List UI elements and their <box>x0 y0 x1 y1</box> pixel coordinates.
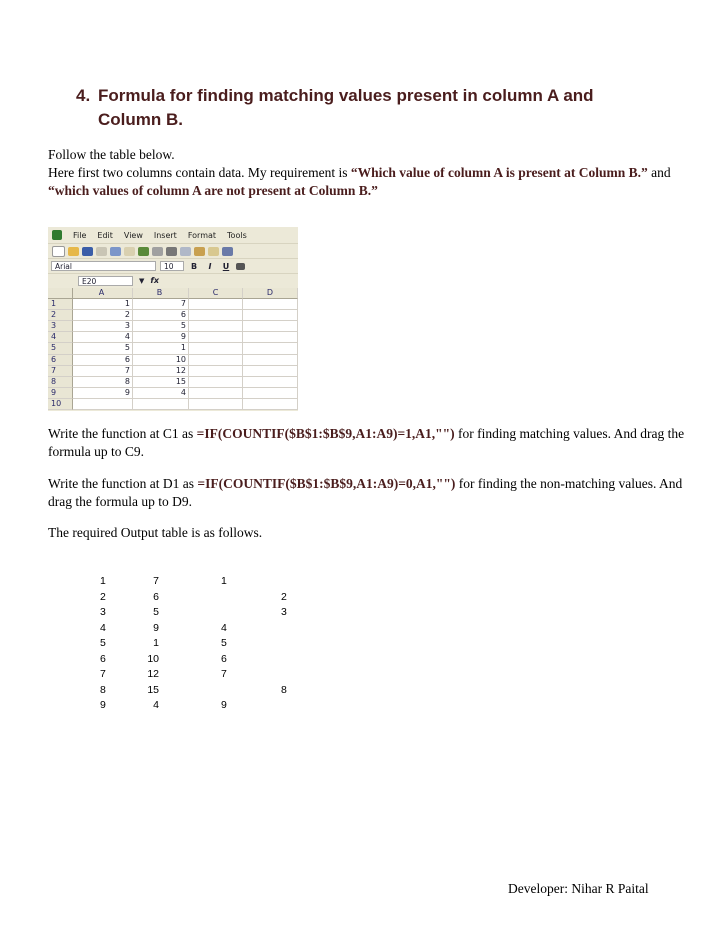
intro-line-1: Follow the table below. <box>48 147 175 162</box>
row-header: 9 <box>48 388 73 399</box>
requirement-quote-1: “Which value of column A is present at Column B.” <box>350 165 648 180</box>
table-row <box>92 684 312 700</box>
row-header: 4 <box>48 332 73 343</box>
column-header-b: B <box>133 288 189 299</box>
cell-a: 2 <box>73 310 133 321</box>
instruction-d1-prefix: Write the function at D1 as <box>48 476 198 491</box>
output-cell-c: 7 <box>221 668 227 680</box>
heading-line-2: Column B. <box>98 110 183 129</box>
output-cell-b: 12 <box>147 668 159 680</box>
instruction-c1-suffix: for finding matching values. And drag the formula up to C9. <box>48 426 685 459</box>
menu-file: File <box>73 230 87 240</box>
cell-c <box>189 310 243 321</box>
output-cell-a: 3 <box>100 606 106 618</box>
cell-c <box>189 399 243 410</box>
fx-icon: fx <box>150 276 160 285</box>
cut-icon <box>166 247 177 256</box>
column-header-a: A <box>73 288 133 299</box>
table-row <box>92 575 312 591</box>
formula-d1: =IF(COUNTIF($B$1:$B$9,A1:A9)=0,A1,"") <box>197 476 456 491</box>
copy-icon <box>180 247 191 256</box>
heading-number: 4. <box>76 86 91 105</box>
cell-c <box>189 332 243 343</box>
cell-a: 1 <box>73 299 133 310</box>
cell-b: 10 <box>133 355 189 366</box>
cell-d <box>243 332 298 343</box>
cell-a: 9 <box>73 388 133 399</box>
menu-format: Format <box>187 230 217 240</box>
output-cell-a: 8 <box>100 683 106 696</box>
output-cell-b: 1 <box>153 637 159 649</box>
cell-d <box>243 321 298 332</box>
table-row <box>48 366 298 377</box>
table-row <box>92 622 312 638</box>
output-cell-a: 1 <box>100 575 106 587</box>
output-cell-c: 4 <box>221 621 227 634</box>
cell-c <box>189 343 243 354</box>
cell-d <box>243 399 298 410</box>
spreadsheet-menubar <box>48 227 298 243</box>
output-cell-d: 2 <box>281 590 287 603</box>
spelling-icon <box>138 247 149 256</box>
undo-icon <box>222 247 233 256</box>
output-cell-a: 7 <box>100 668 106 680</box>
output-cell-b: 7 <box>153 575 159 587</box>
table-row <box>48 321 298 332</box>
output-cell-a: 5 <box>100 637 106 649</box>
row-header: 7 <box>48 366 73 377</box>
spreadsheet-toolbar <box>48 243 298 258</box>
intro-and: and <box>647 165 671 180</box>
table-row <box>92 637 312 653</box>
intro-prefix: Here first two columns contain data. My requirement is <box>48 165 351 180</box>
row-header: 10 <box>48 399 73 410</box>
cell-a: 7 <box>73 366 133 377</box>
output-intro: The required Output table is as follows. <box>48 525 263 540</box>
output-cell-b: 5 <box>153 606 159 618</box>
underline-button: U <box>222 261 230 271</box>
cell-b: 6 <box>133 310 189 321</box>
cell-a: 6 <box>73 355 133 366</box>
cell-a: 3 <box>73 321 133 332</box>
cell-b: 15 <box>133 377 189 388</box>
instruction-d1-suffix: for finding the non-matching values. And drag the formula up to D9. <box>48 476 683 509</box>
cell-c <box>189 388 243 399</box>
cell-a: 4 <box>73 332 133 343</box>
row-header: 8 <box>48 377 73 388</box>
cell-b: 12 <box>133 366 189 377</box>
table-row <box>48 310 298 321</box>
intro-line-2 <box>48 164 688 200</box>
output-cell-c: 1 <box>221 575 227 587</box>
cell-b: 5 <box>133 321 189 332</box>
cell-a <box>73 399 133 410</box>
formatting-toolbar <box>48 258 298 273</box>
corner-cell <box>48 288 73 299</box>
name-box-dropdown-icon: ▼ <box>139 276 145 285</box>
preview-icon <box>124 247 135 256</box>
cell-b: 7 <box>133 299 189 310</box>
column-header-d: D <box>243 288 298 299</box>
output-cell-b: 4 <box>153 699 159 711</box>
table-row <box>48 343 298 354</box>
open-icon <box>68 247 79 256</box>
table-row <box>48 299 298 310</box>
permission-icon <box>96 247 107 256</box>
spreadsheet-grid <box>48 288 298 410</box>
cell-b: 1 <box>133 343 189 354</box>
cell-c <box>189 299 243 310</box>
table-row <box>92 653 312 669</box>
new-icon <box>52 246 65 257</box>
output-cell-a: 4 <box>100 621 106 634</box>
table-row <box>92 606 312 622</box>
menu-edit: Edit <box>97 230 113 240</box>
developer-credit: Developer: Nihar R Paital <box>508 881 649 896</box>
menu-view: View <box>123 230 143 240</box>
table-row <box>48 399 298 410</box>
output-cell-b: 15 <box>147 683 159 696</box>
table-row <box>48 332 298 343</box>
formula-bar <box>48 273 298 287</box>
paste-icon <box>194 247 205 256</box>
cell-d <box>243 388 298 399</box>
output-cell-c: 5 <box>221 637 227 649</box>
cell-c <box>189 321 243 332</box>
table-row <box>92 591 312 607</box>
table-row <box>48 388 298 399</box>
menu-tools: Tools <box>227 230 247 240</box>
research-icon <box>152 247 163 256</box>
cell-d <box>243 377 298 388</box>
intro-paragraph <box>48 146 688 200</box>
instruction-c1 <box>48 425 688 461</box>
row-header: 5 <box>48 343 73 354</box>
table-row <box>92 699 312 715</box>
cell-c <box>189 355 243 366</box>
output-cell-d: 8 <box>281 683 287 696</box>
spreadsheet-screenshot <box>48 227 298 411</box>
bold-button: B <box>190 261 198 271</box>
cell-d <box>243 299 298 310</box>
table-row <box>48 377 298 388</box>
section-heading <box>76 84 676 132</box>
formula-c1: =IF(COUNTIF($B$1:$B$9,A1:A9)=1,A1,"") <box>196 426 455 441</box>
cell-c <box>189 366 243 377</box>
print-icon <box>110 247 121 256</box>
row-header: 2 <box>48 310 73 321</box>
excel-logo-icon <box>52 230 62 240</box>
font-name-box: Arial <box>51 261 156 271</box>
output-cell-a: 9 <box>100 699 106 711</box>
output-cell-a: 2 <box>100 590 106 603</box>
cell-c <box>189 377 243 388</box>
cell-b <box>133 399 189 410</box>
cell-a: 5 <box>73 343 133 354</box>
cell-d <box>243 355 298 366</box>
table-row <box>48 355 298 366</box>
requirement-quote-2: “which values of column A are not present at Column B.” <box>48 183 378 198</box>
cell-d <box>243 310 298 321</box>
name-box: E20 <box>78 276 133 286</box>
cell-d <box>243 343 298 354</box>
output-table <box>92 575 312 715</box>
heading-line-1: Formula for finding matching values present in column A and <box>98 86 594 105</box>
cell-d <box>243 366 298 377</box>
menu-insert: Insert <box>153 230 177 240</box>
cell-b: 9 <box>133 332 189 343</box>
row-header: 3 <box>48 321 73 332</box>
instruction-c1-prefix: Write the function at C1 as <box>48 426 197 441</box>
format-painter-icon <box>208 247 219 256</box>
italic-button: I <box>208 261 212 271</box>
output-cell-a: 6 <box>100 652 106 665</box>
cell-a: 8 <box>73 377 133 388</box>
row-header: 1 <box>48 299 73 310</box>
row-header: 6 <box>48 355 73 366</box>
output-cell-b: 6 <box>153 590 159 603</box>
cell-b: 4 <box>133 388 189 399</box>
output-cell-b: 10 <box>147 652 159 665</box>
column-header-row <box>48 288 298 299</box>
output-cell-d: 3 <box>281 606 287 618</box>
instruction-d1 <box>48 475 688 511</box>
output-cell-c: 9 <box>221 699 227 711</box>
align-left-icon <box>236 263 245 270</box>
font-size-box: 10 <box>160 261 184 271</box>
table-row <box>92 668 312 684</box>
output-cell-b: 9 <box>153 621 159 634</box>
output-cell-c: 6 <box>221 652 227 665</box>
column-header-c: C <box>189 288 243 299</box>
save-icon <box>82 247 93 256</box>
